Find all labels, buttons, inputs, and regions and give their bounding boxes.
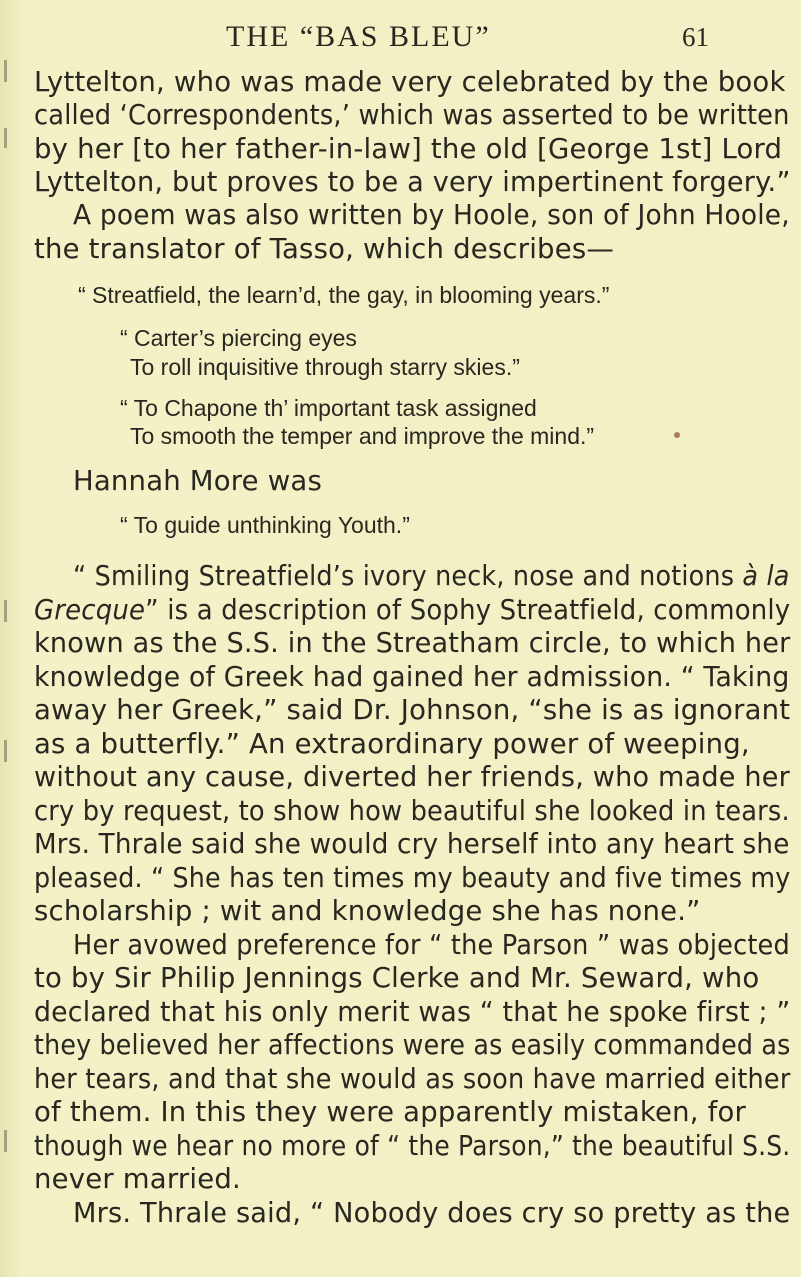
text-line: A poem was also written by Hoole, son of John Hoole, bbox=[73, 199, 790, 231]
text-line: though we hear no more of “ the Parson,” the beautiful S.S. bbox=[34, 1130, 791, 1162]
text-line: Lyttelton, but proves to be a very impertinent forgery.” bbox=[34, 166, 791, 198]
text-line: her tears, and that she would as soon have married either bbox=[34, 1063, 791, 1095]
text-line: Mrs. Thrale said she would cry herself into any heart she bbox=[34, 828, 790, 860]
text-line: pleased. “ She has ten times my beauty and five times my bbox=[34, 862, 791, 894]
verse-line: To smooth the temper and improve the mind.” bbox=[130, 423, 595, 449]
text-line: to by Sir Philip Jennings Clerke and Mr. Seward, who bbox=[34, 962, 760, 994]
text-line bbox=[73, 560, 790, 592]
text-line: scholarship ; wit and knowledge she has none.” bbox=[34, 895, 701, 927]
text-line: known as the S.S. in the Streatham circle, to which her bbox=[34, 627, 791, 659]
text-line: cry by request, to show how beautiful she looked in tears. bbox=[34, 795, 790, 827]
italic-phrase: à la bbox=[742, 560, 790, 592]
text-line: called ‘Correspondents,’ which was asserted to be written bbox=[34, 99, 790, 131]
text-fragment: “ Smiling Streatfield’s ivory neck, nose and notions bbox=[73, 560, 743, 592]
text-line: the translator of Tasso, which describes— bbox=[34, 233, 615, 265]
running-head bbox=[0, 20, 801, 60]
verse-line: “ To guide unthinking Youth.” bbox=[120, 512, 410, 538]
page-edge-mark bbox=[4, 128, 7, 148]
text-line: Her avowed preference for “ the Parson ” was objected bbox=[73, 929, 790, 961]
text-line: knowledge of Greek had gained her admission. “ Taking bbox=[34, 661, 790, 693]
page-edge-mark bbox=[4, 60, 7, 82]
verse-line: “ Streatfield, the learn’d, the gay, in blooming years.” bbox=[78, 282, 610, 308]
text-line: Lyttelton, who was made very celebrated by the book bbox=[34, 66, 786, 98]
text-line: never married. bbox=[34, 1163, 241, 1195]
page-edge-mark bbox=[4, 740, 7, 762]
text-line: without any cause, diverted her friends, who made her bbox=[34, 761, 790, 793]
text-line: away her Greek,” said Dr. Johnson, “she is as ignorant bbox=[34, 694, 791, 726]
text-line bbox=[34, 594, 791, 626]
verse-line: To roll inquisitive through starry skies.” bbox=[130, 354, 520, 380]
italic-phrase: Grecque bbox=[34, 594, 146, 626]
page-edge-mark bbox=[4, 1130, 7, 1152]
text-line: they believed her affections were as easily commanded as bbox=[34, 1029, 791, 1061]
text-line: by her [to her father-in-law] the old [George 1st] Lord bbox=[34, 133, 783, 165]
text-line: of them. In this they were apparently mistaken, for bbox=[34, 1096, 747, 1128]
text-line: declared that his only merit was “ that he spoke first ; ” bbox=[34, 996, 791, 1028]
text-line: as a butterfly.” An extraordinary power of weeping, bbox=[34, 728, 750, 760]
ink-speck bbox=[674, 432, 680, 438]
text-line: Hannah More was bbox=[73, 465, 322, 497]
verse-line: “ To Chapone th’ important task assigned bbox=[120, 395, 537, 421]
text-line: Mrs. Thrale said, “ Nobody does cry so pretty as the bbox=[73, 1197, 791, 1229]
page-number: 61 bbox=[682, 22, 709, 52]
page-edge-mark bbox=[4, 600, 7, 622]
verse-line: “ Carter’s piercing eyes bbox=[120, 325, 357, 351]
running-title: THE “BAS BLEU” bbox=[226, 20, 491, 53]
text-fragment: ” is a description of Sophy Streatfield, commonly bbox=[145, 594, 791, 626]
